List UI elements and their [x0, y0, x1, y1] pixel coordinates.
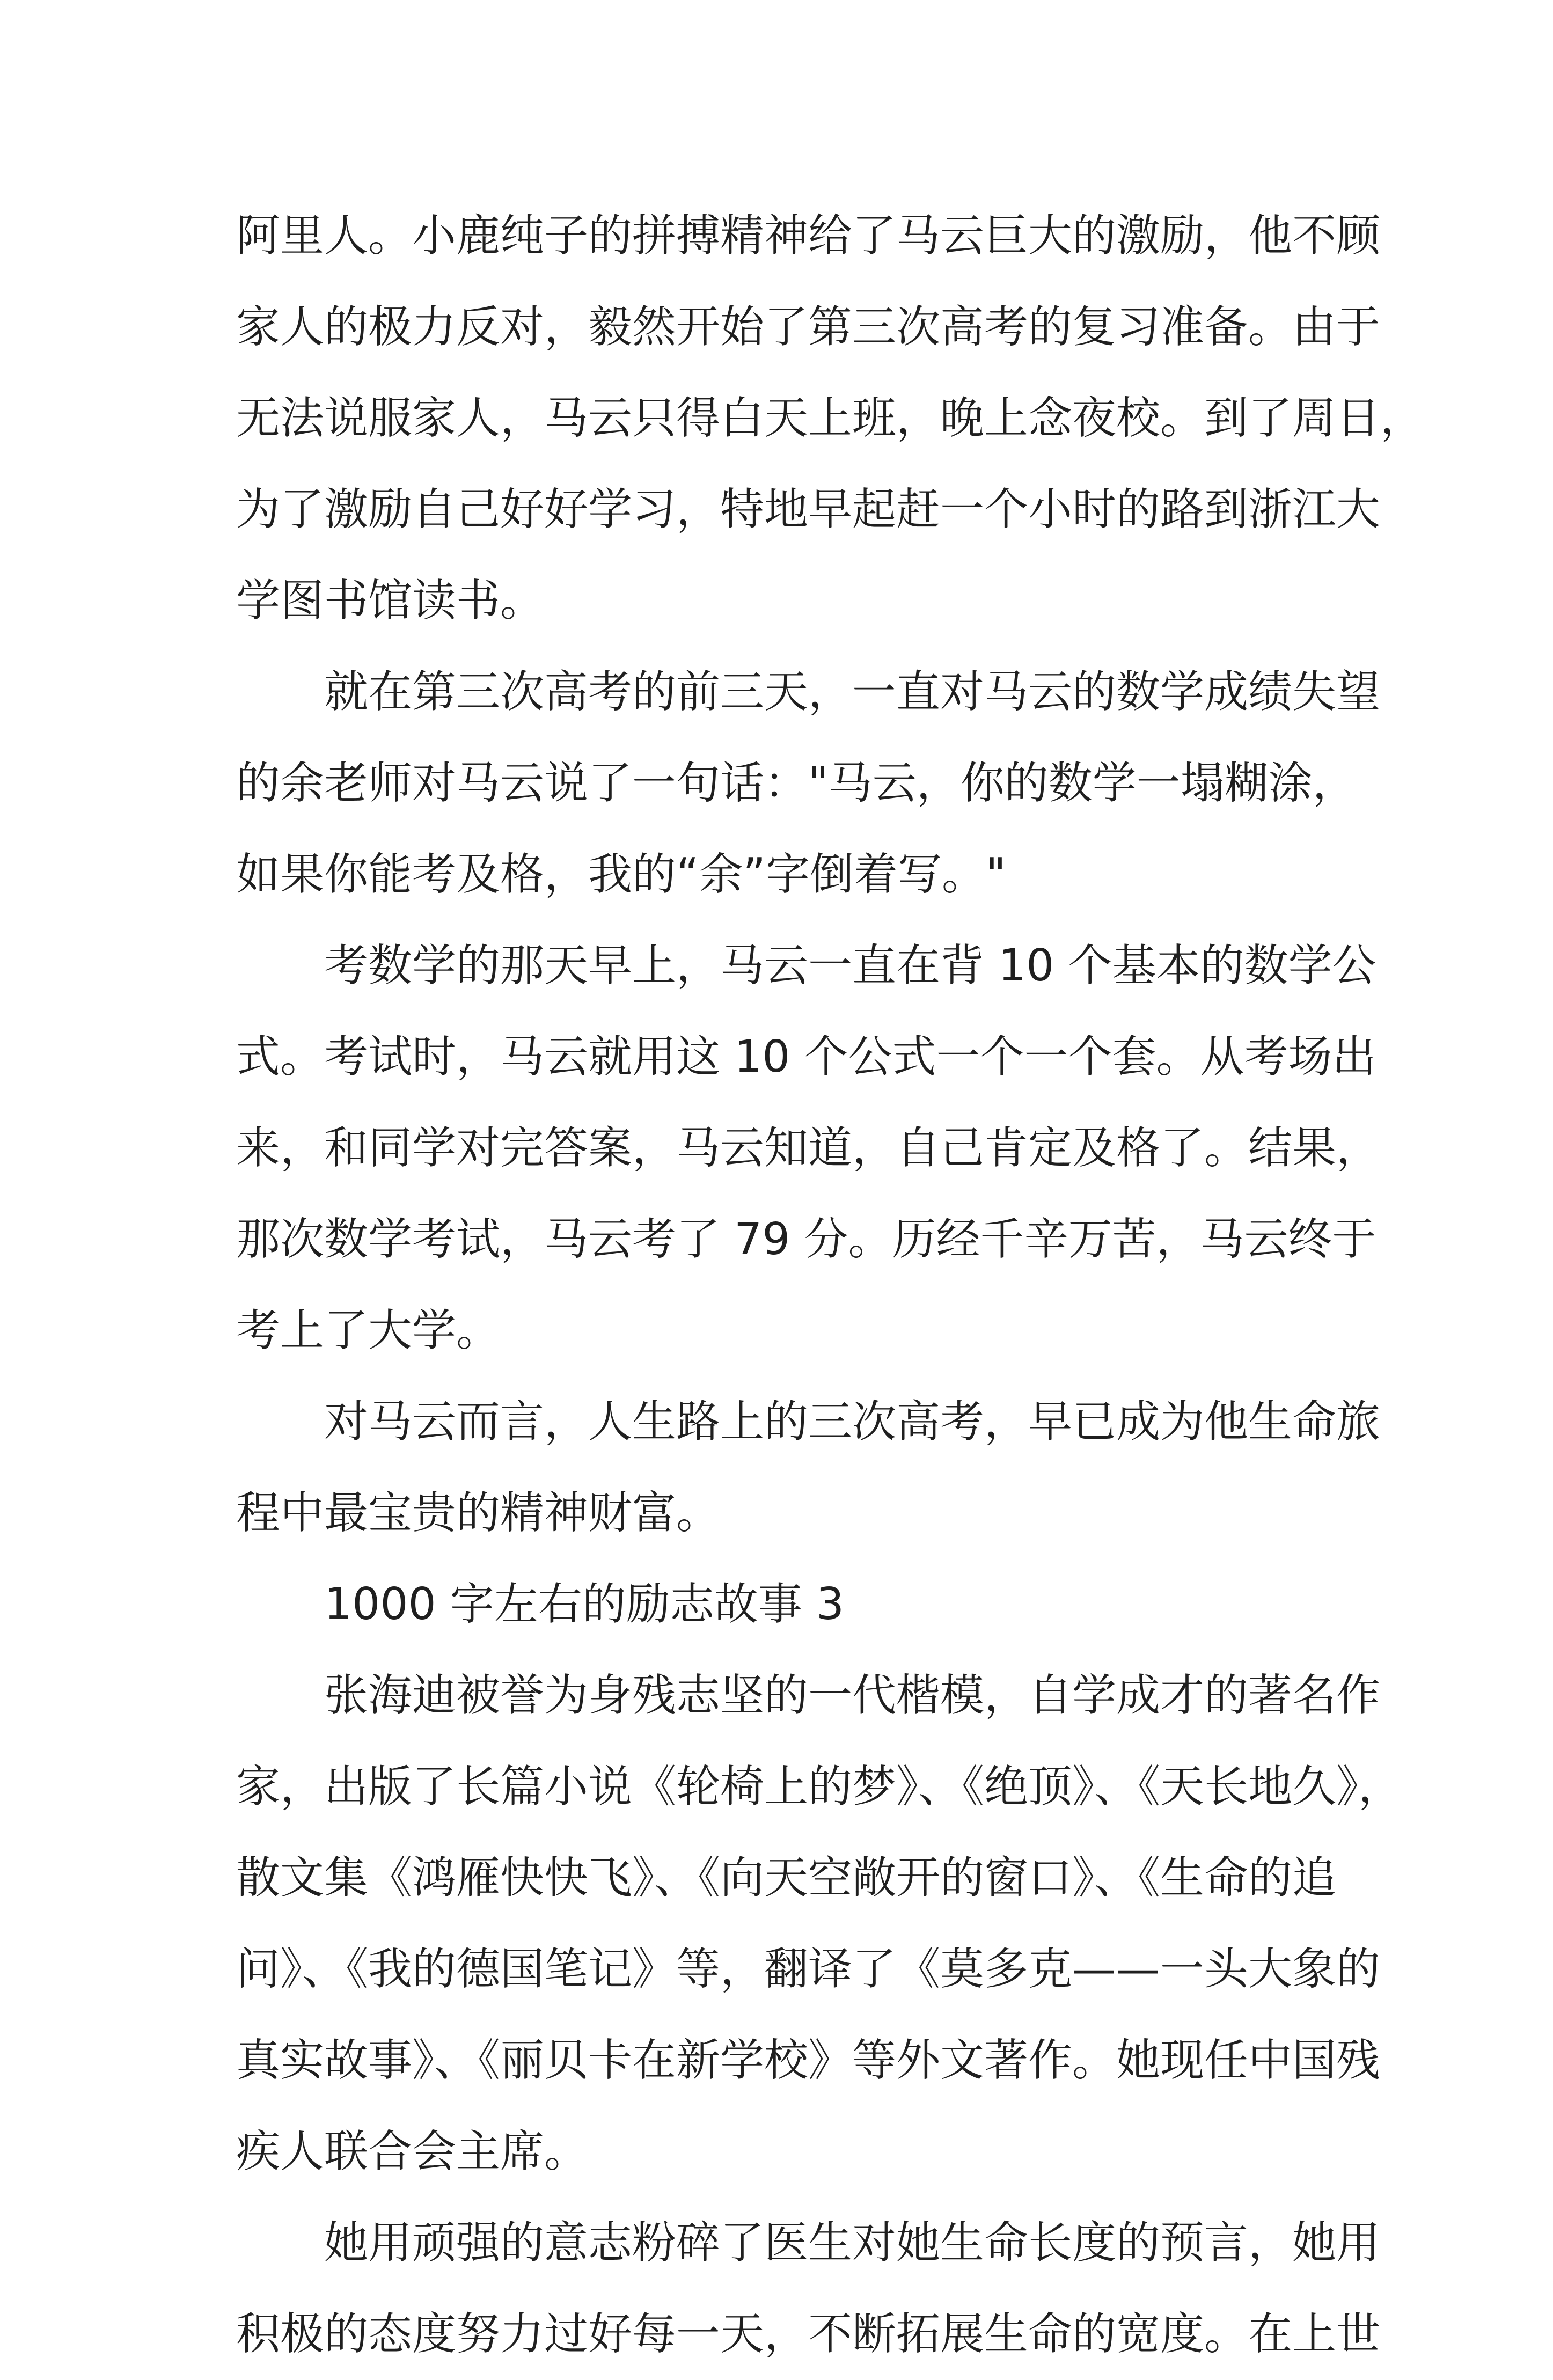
- paragraph-line: 真实故事》、《丽贝卡在新学校》等外文著作。她现任中国残: [236, 2035, 1381, 2086]
- paragraph-line: 家，出版了长篇小说《轮椅上的梦》、《绝顶》、《天长地久》，: [236, 1761, 1403, 1812]
- paragraph-line: 无法说服家人，马云只得白天上班，晚上念夜校。到了周日，: [236, 393, 1425, 444]
- paragraph-line: 考数学的那天早上，马云一直在背 10 个基本的数学公: [324, 940, 1376, 991]
- paragraph-line: 程中最宝贵的精神财富。: [236, 1488, 721, 1539]
- paragraph-line: 考上了大学。: [236, 1305, 501, 1356]
- section-heading: 1000 字左右的励志故事 3: [324, 1579, 844, 1630]
- paragraph-line: 问》、《我的德国笔记》等，翻译了《莫多克——一头大象的: [236, 1944, 1381, 1995]
- paragraph-line: 散文集《鸿雁快快飞》、《向天空敞开的窗口》、《生命的追: [236, 1852, 1337, 1903]
- paragraph-line: 对马云而言，人生路上的三次高考，早已成为他生命旅: [324, 1396, 1381, 1447]
- paragraph-line: 学图书馆读书。: [236, 575, 545, 626]
- paragraph-line: 疾人联合会主席。: [236, 2126, 589, 2177]
- paragraph-line: 就在第三次高考的前三天，一直对马云的数学成绩失望: [324, 667, 1381, 717]
- paragraph-line: 如果你能考及格，我的“余”字倒着写。": [236, 849, 1006, 900]
- paragraph-line: 积极的态度努力过好每一天，不断拓展生命的宽度。在上世: [236, 2309, 1381, 2360]
- paragraph-line: 阿里人。小鹿纯子的拼搏精神给了马云巨大的激励，他不顾: [236, 210, 1381, 261]
- paragraph-line: 来，和同学对完答案，马云知道，自己肯定及格了。结果，: [236, 1123, 1381, 1174]
- paragraph-line: 家人的极力反对，毅然开始了第三次高考的复习准备。由于: [236, 302, 1381, 353]
- paragraph-line: 那次数学考试，马云考了 79 分。历经千辛万苦，马云终于: [236, 1214, 1376, 1265]
- paragraph-line: 的余老师对马云说了一句话："马云，你的数学一塌糊涂，: [236, 758, 1357, 809]
- paragraph-line: 张海迪被誉为身残志坚的一代楷模，自学成才的著名作: [324, 1670, 1381, 1721]
- document-body: [236, 191, 1425, 2380]
- paragraph-line: 为了激励自己好好学习，特地早起赶一个小时的路到浙江大: [236, 484, 1381, 535]
- paragraph-line: 式。考试时，马云就用这 10 个公式一个一个套。从考场出: [236, 1031, 1376, 1082]
- paragraph-line: 她用顽强的意志粉碎了医生对她生命长度的预言，她用: [324, 2217, 1381, 2268]
